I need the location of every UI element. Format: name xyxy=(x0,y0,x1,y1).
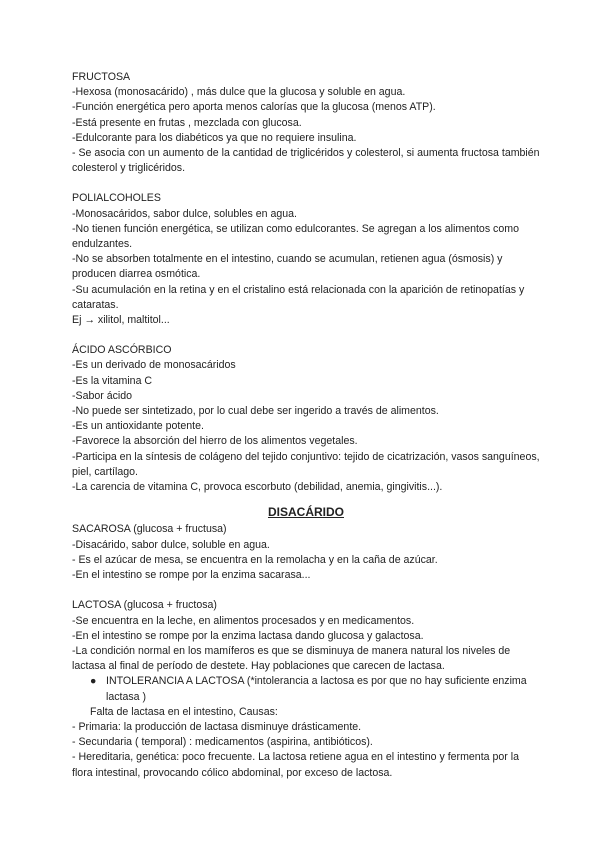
text-line: - Hereditaria, genética: poco frecuente. La lactosa retiene agua en el intestino y fermenta por la flora intestinal, provocando cólico abdominal, por exceso de lactosa. xyxy=(72,751,519,779)
heading-acido-ascorbico: ÁCIDO ASCÓRBICO xyxy=(72,344,172,357)
section-acido-ascorbico xyxy=(72,343,540,495)
text-line: -No tienen función energética, se utilizan como edulcorantes. Se agregan a los alimentos como endulzantes. xyxy=(72,222,519,251)
text-line: -En el intestino se rompe por la enzima lactasa dando glucosa y galactosa. xyxy=(72,629,424,642)
text-line: -Función energética pero aporta menos calorías que la glucosa (menos ATP). xyxy=(72,101,436,114)
text-line: -Es un antioxidante potente. xyxy=(72,420,204,433)
text-line: -No puede ser sintetizado, por lo cual debe ser ingerido a través de alimentos. xyxy=(72,405,439,418)
text-line: - Se asocia con un aumento de la cantidad de triglicéridos y colesterol, si aumenta fructosa también colesterol y triglicéridos. xyxy=(72,147,540,175)
text-line: -Favorece la absorción del hierro de los alimentos vegetales. xyxy=(72,435,358,448)
text-line: Ej → xilitol, maltitol... xyxy=(72,314,170,327)
text-line: - Primaria: la producción de lactasa disminuye drásticamente. xyxy=(72,720,362,733)
bullet-text: INTOLERANCIA A LACTOSA (*intolerancia a lactosa es por que no hay suficiente enzima lactasa ) xyxy=(106,675,527,703)
section-lactosa xyxy=(72,598,540,780)
text-line: -Monosacáridos, sabor dulce, solubles en agua. xyxy=(72,207,297,220)
heading-sacarosa: SACAROSA (glucosa + fructusa) xyxy=(72,523,227,536)
disacarido-title: DISACÁRIDO xyxy=(267,505,344,520)
text-line: -Hexosa (monosacárido) , más dulce que la glucosa y soluble en agua. xyxy=(72,86,406,99)
text-line: -Se encuentra en la leche, en alimentos procesados y en medicamentos. xyxy=(72,614,415,627)
text-line: - Es el azúcar de mesa, se encuentra en la remolacha y en la caña de azúcar. xyxy=(72,553,438,566)
text-line: -La condición normal en los mamíferos es que se disminuya de manera natural los niveles de lactasa al final de período de destete. Hay poblaciones que carecen de lactasa. xyxy=(72,644,511,673)
section-sacarosa xyxy=(72,522,540,583)
text-line: -Sabor ácido xyxy=(72,389,133,402)
text-line: -Está presente en frutas , mezclada con glucosa. xyxy=(72,116,302,129)
text-line: -Participa en la síntesis de colágeno del tejido conjuntivo: tejido de cicatrización, vasos sanguíneos, piel, cartílago. xyxy=(72,450,540,478)
heading-polialcoholes: POLIALCOHOLES xyxy=(72,192,161,205)
text-line: - Secundaria ( temporal) : medicamentos (aspirina, antibióticos). xyxy=(72,736,373,749)
text-line: -Es la vitamina C xyxy=(72,374,153,387)
text-line: -Edulcorante para los diabéticos ya que no requiere insulina. xyxy=(72,131,357,144)
text-line: -Disacárido, sabor dulce, soluble en agua. xyxy=(72,538,270,551)
section-polialcoholes xyxy=(72,191,540,328)
bullet-icon: ● xyxy=(90,675,97,688)
text-line: -No se absorben totalmente en el intestino, cuando se acumulan, retienen agua (ósmosis) y producen diarrea osmótica. xyxy=(72,253,503,281)
text-line: -Su acumulación en la retina y en el cristalino está relacionada con la aparición de retinopatías y cataratas. xyxy=(72,283,525,311)
bullet-item-intolerancia xyxy=(90,674,540,704)
text-line: -En el intestino se rompe por la enzima sacarasa... xyxy=(72,569,311,582)
section-fructosa xyxy=(72,70,540,176)
text-line: -Es un derivado de monosacáridos xyxy=(72,359,236,372)
heading-fructosa: FRUCTOSA xyxy=(72,71,131,83)
heading-lactosa: LACTOSA (glucosa + fructosa) xyxy=(72,599,217,612)
causes-intro: Falta de lactasa en el intestino, Causas: xyxy=(90,705,278,718)
text-line: -La carencia de vitamina C, provoca escorbuto (debilidad, anemia, gingivitis...). xyxy=(72,481,443,494)
